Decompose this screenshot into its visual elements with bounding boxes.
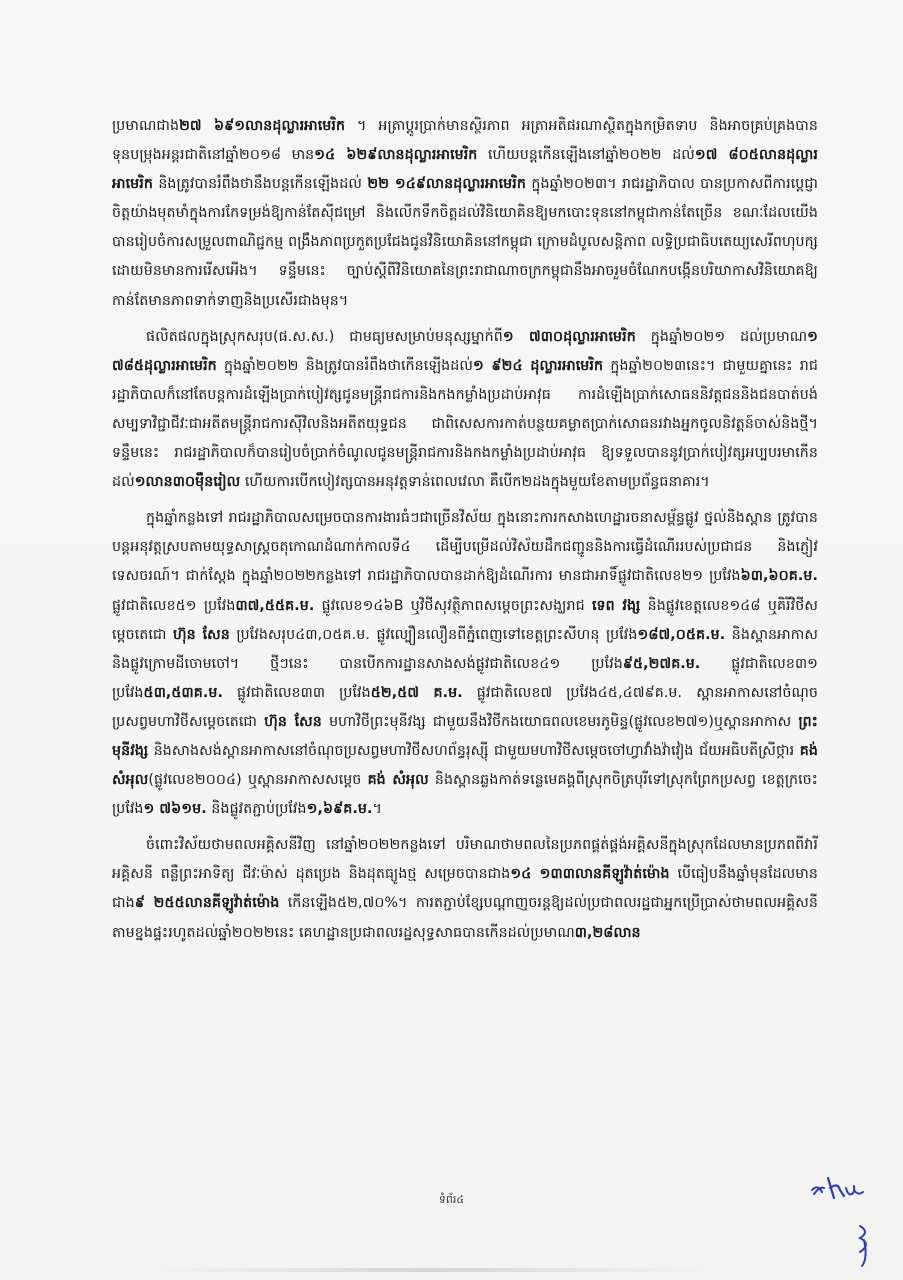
text-run: និងផ្លូវខេត្តលេខ១៤៨ ឬគិរីវិថីសម្តេចតេជោ [112,597,818,643]
text-run: (ផ្លូវលេខ២០០៤) ឬស្ពានអាកាសសម្តេច [148,772,368,789]
text-run: ផ្លូវជាតិលេខ៥១ ប្រវែង [112,597,236,614]
paragraph-gdp-per-capita [112,323,818,498]
bold-figure: គង់ សំអុល [112,742,818,789]
text-run: ។ អត្រាប្តូរប្រាក់មានស្ថិរភាព អត្រាអតិផរណាស្ថិតក្នុងកម្រិតទាប និងអាចគ្រប់គ្រងបាន ទុនបម្រុងអន្តរជាតិនៅឆ្នាំ២០១៨ មាន [112,118,818,164]
text-run: និងស្ពានឆ្លងកាត់ទន្លេមេគង្គពីស្រុកចិត្របុរីទៅស្រុកព្រែកប្រសព្វ ខេត្តក្រចេះ ប្រវែង [112,772,818,818]
bold-figure: ទេព វង្ស [591,597,641,614]
paragraph-economy [112,112,818,316]
bold-figure: ព្រះមុនីវង្ស [112,713,819,759]
text-run: ក្នុងឆ្នាំ២០២២ និងត្រូវបានរំពឹងថាកើនឡើងដល់ [216,357,474,374]
scan-edge-shadow [150,1268,710,1272]
bold-figure: ១ ៩២៤ ដុល្លារអាមេរិក [473,357,604,374]
paragraph-infrastructure [112,504,818,824]
bold-figure: ១,៦៩គ.ម. [306,801,373,818]
bold-figure: ២៧ ៦៩១លានដុល្លារអាមេរិក [179,118,346,134]
bold-figure: ១៤ ៦២៩លានដុល្លារអាមេរិក [314,147,478,164]
bold-figure: ១លាន៣០ម៉ឺនរៀល [134,474,241,491]
text-run: ផ្លូវជាតិលេខ៣១ ប្រវែង [112,655,819,701]
bold-figure: គង់ សំអុល [367,772,429,789]
text-run: ប្រវែងសរុប៤៣,០៥គ.ម. ផ្លូវល្បឿនលឿនពីភ្នំពេញទៅខេត្តព្រះសីហនុ ប្រវែង [229,626,638,643]
text-run: មហាវិថីព្រះមុនីវង្ស ជាមួយនឹងវិថីកងយោធពលខេមរភូមិន្ទ(ផ្លូវលេខ២៧១)ឬស្ពានអាកាស [321,713,799,730]
text-run: ហើយការបើកបៀវត្សបានអនុវត្តទាន់ពេលវេលា គឺបើក២ដងក្នុងមួយខែតាមប្រព័ន្ធធនាគារ។ [240,474,710,491]
bold-figure: ១៨៧,០៥គ.ម. [637,626,726,643]
bold-figure: ហ៊ុន សែន [264,713,322,730]
text-run: បើធៀបនឹងឆ្នាំមុនដែលមានជាង [112,866,818,912]
text-run: ហើយបន្តកើនឡើងនៅឆ្នាំ២០២២ ដល់ [477,147,695,164]
bold-figure: ១ ៧៨៥ដុល្លារអាមេរិក [112,328,818,374]
bold-figure: ៦៣,៦០គ.ម. [740,568,818,585]
text-run: ក្នុងឆ្នាំ២០២៣។ រាជរដ្ឋាភិបាល បានប្រកាសពីការប្តេជ្ញាចិត្តយ៉ាងមុតមាំក្នុងការកែទម្រង់ឱ្យកាន់តែស៊ីជម្រៅ និងលើកទឹកចិត្តដល់វិនិយោគិនឱ្យមកបោះទុននៅកម្ពុជាកាន់តែច្រើន ខណៈដែលយើងបានរៀបចំការសម្រួលពាណិជ្ជកម្ម ពង្រឹងភាពប្រកួតប្រជែងជូនវិនិយោគិននៅកម្ពុជា ក្រោមដំបូលសន្តិភាព លទ្ធិប្រជាធិបតេយ្យសេរីពហុបក្ស ដោយមិនមានការរើសអើង។ ទន្ទឹមនេះ ច្បាប់ស្តីពីវិនិយោគនៃព្រះរាជាណាចក្រកម្ពុជានឹងអាចរួមចំណែកបង្កើនបរិយាកាសវិនិយោគឱ្យកាន់តែមានភាពទាក់ទាញនិងប្រសើរជាងមុន។ [112,176,818,309]
text-run: និងសាងសង់ស្ពានអាកាសនៅចំណុចប្រសព្វមហាវិថីសហព័ន្ធរុស្ស៊ី ជាមួយមហាវិថីសម្តេចចៅហ្វាវាំងវ៉ាវៀង ជ័យអធិបតីស្រីថ្ការ [148,742,800,759]
document-body [112,112,818,955]
text-run: និងផ្លូវតភ្ជាប់ប្រវែង [206,801,307,818]
paragraph-electricity [112,831,818,947]
bold-figure: ៣៧,៥៥គ.ម. [235,597,315,614]
bold-figure: ១ ៧៦១ម. [143,801,207,818]
bold-figure: ៩៥,២៧គ.ម. [622,655,701,672]
bold-figure: ១ ៧៣០ដុល្លារអាមេរិក [502,328,636,345]
bold-figure: ១៧ ៨០៥លានដុល្លារអាមេរិក [112,147,818,193]
text-run: ផ្លូវជាតិលេខ៣៣ ប្រវែង [222,684,371,701]
text-run: ក្នុងឆ្នាំ២០២១ ដល់ប្រមាណ [635,328,808,345]
handwritten-corner-mark [850,1222,880,1270]
bold-figure: ៣,២៨លាន [574,924,641,941]
text-run: ផ្លូវជាតិលេខ៧ ប្រវែង៤៥,៤៧៩គ.ម. ស្ពានអាកាសនៅចំណុចប្រសព្វមហាវិថីសម្តេចតេជោ [112,684,818,730]
text-run: និងត្រូវបានរំពឹងថានឹងបន្តកើនឡើងដល់ [152,176,368,193]
bold-figure: ១៤ ១៣៣លានគីឡូវ៉ាត់ម៉ោង [510,866,670,883]
bold-figure: ៩ ២៥៥លានគីឡូវ៉ាត់ម៉ោង [134,895,280,912]
text-run: ក្នុងឆ្នាំ២០២៣នេះ។ ជាមួយគ្នានេះ រាជរដ្ឋាភិបាលក៏នៅតែបន្តការដំឡើងប្រាក់បៀវត្សជូនមន្ត្រីរាជការនិងកងកម្លាំងប្រដាប់អាវុធ ការដំឡើងប្រាក់សោធននិវត្តជននិងជនបាត់បង់សម្បទាវិជ្ជាជីវៈជាអតីតមន្ត្រីរាជការស៊ីវិលនិងអតីតយុទ្ធជន ជាពិសេសការកាត់បន្ថយគម្លាតប្រាក់សោធនរវាងអ្នកចូលនិវត្តន៍ចាស់និងថ្មី។ ទន្ទឹមនេះ រាជរដ្ឋាភិបាលក៏បានរៀបចំប្រាក់ចំណូលជូនមន្ត្រីរាជការនិងកងកម្លាំងប្រដាប់អាវុធ ឱ្យទទួលបាននូវប្រាក់បៀវត្សអប្បបរមាកើនដល់ [112,357,818,491]
bold-figure: ២២ ១៤៩លានដុល្លារអាមេរិក [367,176,526,193]
bold-figure: ហ៊ុន សែន [172,626,230,643]
text-run: ចំពោះវិស័យថាមពលអគ្គិសនីវិញ នៅឆ្នាំ២០២២កន្លងទៅ បរិមាណថាមពលនៃប្រភពផ្គត់ផ្គង់អគ្គិសនីក្នុងស្រុកដែលមានប្រភពពីវារីអគ្គិសនី ពន្លឺព្រះអាទិត្យ ជីវៈម៉ាស់ ដុតប្រេង និងដុតធ្យូងថ្ម សម្រេចបានជាង [112,837,818,883]
text-run: កើនឡើង៥២,៧០%។ ការតភ្ជាប់ខ្សែបណ្តាញចរន្តឱ្យដល់ប្រជាពលរដ្ឋជាអ្នកប្រើប្រាស់ថាមពលអគ្គិសនីតាមខ្នងផ្ទះរហូតដល់ឆ្នាំ២០២២នេះ គេហដ្ឋានប្រជាពលរដ្ឋសុទ្ធសាធបានកើនដល់ប្រមាណ [112,895,818,941]
bold-figure: ៥៣,៥៣គ.ម. [143,684,223,701]
text-run: ។ [372,801,382,818]
text-run: ផលិតផលក្នុងស្រុកសរុប(ផ.ស.ស.) ជាមធ្យមសម្រាប់មនុស្សម្នាក់ពី [146,328,503,345]
text-run: ប្រមាណជាង [112,118,180,134]
bold-figure: ៥២,៥៧ គ.ម. [370,684,463,701]
text-run: ផ្លូវលេខ១៤៦B ឬវិថីសុវត្ថិភាពសម្តេចព្រះសង្ឃរាជ [314,597,592,614]
text-run: និងស្ពានអាកាសនិងផ្លូវក្រោមដីចោមចៅ។ ថ្មីៗនេះ បានបើកការដ្ឋានសាងសង់ផ្លូវជាតិលេខ៤១ ប្រវែង [112,626,818,672]
text-run: ក្នុងឆ្នាំកន្លងទៅ រាជរដ្ឋាភិបាលសម្រេចបានការងារធំៗជាច្រើនវិស័យ ក្នុងនោះការកសាងហេដ្ឋារចនាសម្ព័ន្ធផ្លូវ ថ្នល់និងស្ពាន ត្រូវបានបន្តអនុវត្តស្របតាមយុទ្ធសាស្ត្រចតុកោណដំណាក់កាលទី៤ ដើម្បីបម្រើដល់វិស័យដឹកជញ្ជូននិងការធ្វើដំណើររបស់ប្រជាជន និងភ្ញៀវទេសចរណ៍។ ជាក់ស្តែង ក្នុងឆ្នាំ២០២២កន្លងទៅ រាជរដ្ឋាភិបាលបានដាក់ឱ្យដំណើរការ មានជាអាទិ៍ផ្លូវជាតិលេខ២១ ប្រវែង [112,510,818,585]
page-number: ទំព័រ៤ [438,1193,465,1206]
